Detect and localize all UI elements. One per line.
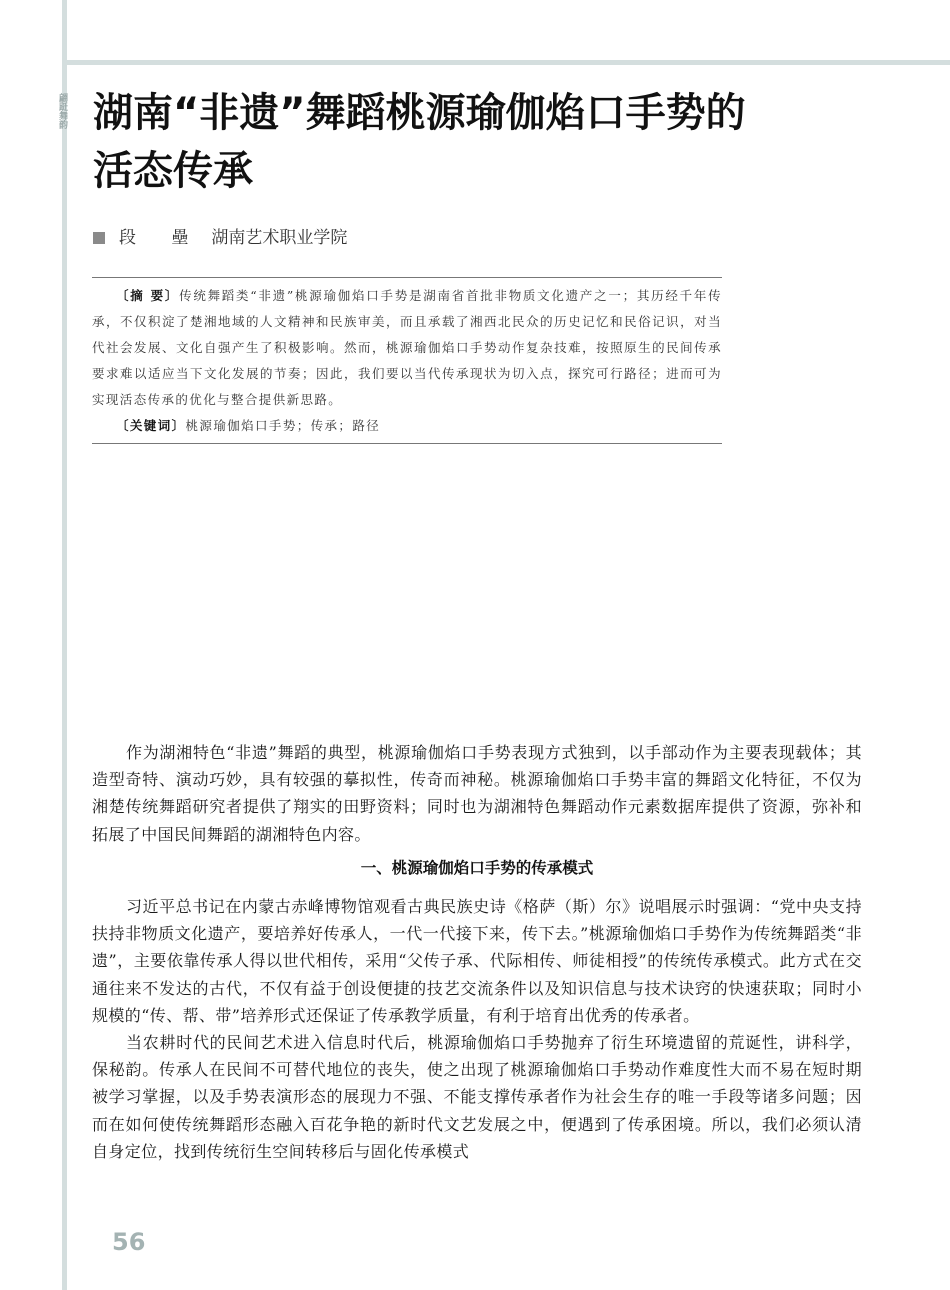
body-paragraph: 习近平总书记在内蒙古赤峰博物馆观看古典民族史诗《格萨（斯）尔》说唱展示时强调：“党中央支持扶持非物质文化遗产，要培养好传承人，一代一代接下来，传下去。”桃源瑜伽焰口手势作为传统舞蹈类“非遗”，主要依靠传承人得以世代相传，采用“父传子承、代际相传、师徒相授”的传统传承模式。此方式在交通往来不发达的古代，不仅有益于创设便捷的技艺交流条件以及知识信息与技术诀窍的快速获取；同时小规模的“传、帮、带”培养形式还保证了传承教学质量，有利于培育出优秀的传承者。 <box>92 897 862 1025</box>
title-line-2: 活态传承 <box>93 148 253 194</box>
abstract <box>92 283 722 413</box>
body-paragraph: 当农耕时代的民间艺术进入信息时代后，桃源瑜伽焰口手势抛弃了衍生环境遗留的荒诞性，讲科学，保秘韵。传承人在民间不可替代地位的丧失，使之出现了桃源瑜伽焰口手势动作难度性大而不易在短时期被学习掌握，以及手势表演形态的展现力不强、不能支撑传承者作为社会生存的唯一手段等诸多问题；因而在如何使传统舞蹈形态融入百花争艳的新时代文艺发展之中，便遇到了传承困境。所以，我们必须认清自身定位，找到传统衍生空间转移后与固化传承模式 <box>92 1033 862 1161</box>
abstract-label: 〔摘 要〕 <box>116 288 180 303</box>
header-rule <box>62 60 950 65</box>
page-number: 56 <box>112 1228 146 1256</box>
abstract-text: 传统舞蹈类“非遗”桃源瑜伽焰口手势是湖南省首批非物质文化遗产之一；其历经千年传承，不仅积淀了楚湘地域的人文精神和民族审美，而且承载了湘西北民众的历史记忆和民俗记识，对当代社会发展、文化自强产生了积极影响。然而，桃源瑜伽焰口手势动作复杂技难，按照原生的民间传承要求难以适应当下文化发展的节奏；因此，我们要以当代传承现状为切入点，探究可行路径；进而可为实现活态传承的优化与整合提供新思路。 <box>92 288 722 407</box>
intro-paragraph: 作为湖湘特色“非遗”舞蹈的典型，桃源瑜伽焰口手势表现方式独到，以手部动作为主要表现载体；其造型奇特、演动巧妙，具有较强的摹拟性，传奇而神秘。桃源瑜伽焰口手势丰富的舞蹈文化特征，不仅为湘楚传统舞蹈研究者提供了翔实的田野资料；同时也为湖湘特色舞蹈动作元素数据库提供了资源，弥补和拓展了中国民间舞蹈的湖湘特色内容。 <box>92 743 862 844</box>
section-heading: 一、桃源瑜伽焰口手势的传承模式 <box>360 859 594 877</box>
keywords-label: 〔关键词〕 <box>116 418 186 433</box>
article-title <box>93 84 853 200</box>
square-bullet-icon <box>93 232 105 244</box>
abstract-box <box>92 277 722 444</box>
intro-section <box>92 739 862 848</box>
margin-rule-vertical <box>62 0 67 1290</box>
section-tag: 翩跹舞韵 <box>57 93 67 129</box>
author-name: 段 壘 <box>119 228 204 248</box>
author-affiliation: 湖南艺术职业学院 <box>211 228 348 248</box>
byline <box>93 227 347 249</box>
keywords-text: 桃源瑜伽焰口手势；传承；路径 <box>185 418 381 433</box>
section-1-body <box>92 893 862 1165</box>
title-line-1: 湖南“非遗”舞蹈桃源瑜伽焰口手势的 <box>93 90 746 136</box>
keywords <box>92 413 722 439</box>
